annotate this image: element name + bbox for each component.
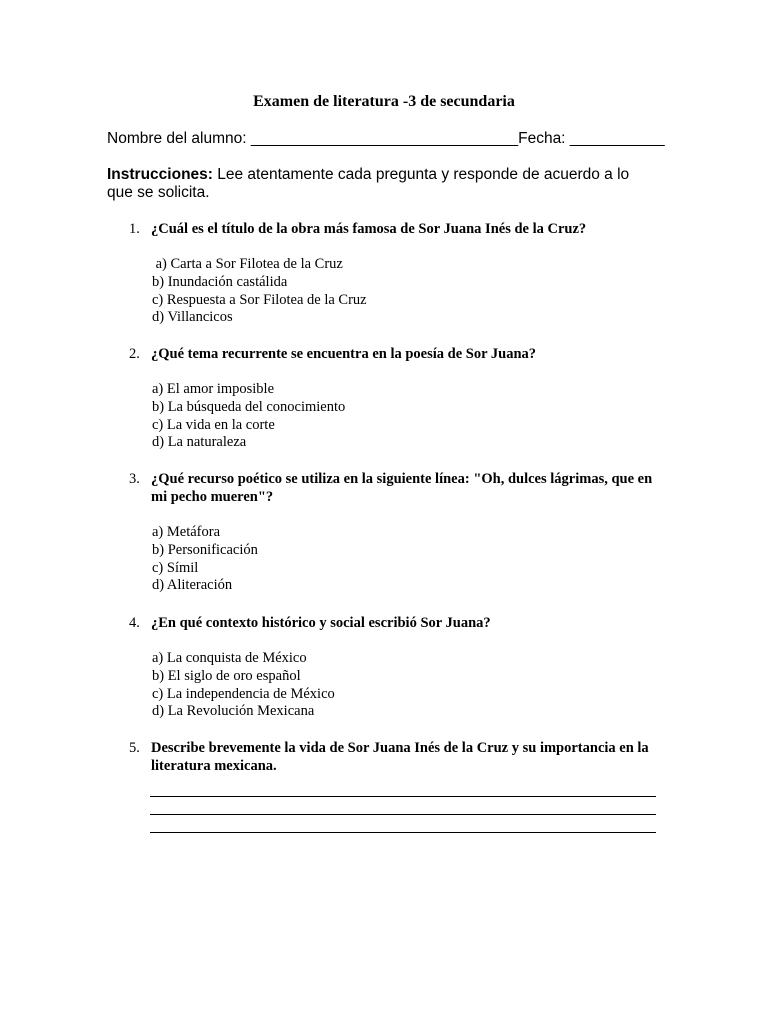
answer-area[interactable] (150, 796, 656, 850)
instructions-text: Lee atentamente cada pregunta y responde de acuerdo a lo que se solicita. (107, 166, 630, 201)
option-d: d) La naturaleza (152, 434, 247, 451)
question-1-options (152, 256, 367, 327)
option-a: a) Metáfora (152, 524, 221, 540)
instructions-label: Instrucciones: (107, 166, 213, 183)
option-b: b) El siglo de oro español (152, 667, 301, 684)
option-b: b) Inundación castálida (152, 273, 288, 290)
question-text: ¿Cuál es el título de la obra más famosa de Sor Juana Inés de la Cruz? (151, 221, 587, 237)
answer-line (150, 814, 656, 815)
option-c: c) Respuesta a Sor Filotea de la Cruz (152, 291, 367, 308)
question-number: 4. (129, 615, 140, 631)
question-text: ¿En qué contexto histórico y social escribió Sor Juana? (151, 615, 491, 631)
question-number: 1. (129, 221, 140, 237)
option-d: d) Aliteración (152, 577, 233, 594)
answer-line (150, 796, 656, 797)
question-3-options (152, 524, 258, 595)
option-a: a) El amor imposible (152, 381, 275, 397)
instructions (107, 166, 652, 202)
option-a: a) Carta a Sor Filotea de la Cruz (152, 256, 343, 272)
question-text: ¿Qué recurso poético se utiliza en la siguiente línea: "Oh, dulces lágrimas, que en mi pecho mueren"? (151, 471, 653, 505)
option-a: a) La conquista de México (152, 650, 307, 666)
option-c: c) Símil (152, 559, 199, 576)
student-name-date-line: Nombre del alumno: _______________________________Fecha: ___________ (107, 130, 665, 147)
option-b: b) La búsqueda del conocimiento (152, 398, 346, 415)
answer-line (150, 832, 656, 833)
question-number: 2. (129, 346, 140, 362)
question-number: 5. (129, 740, 140, 756)
question-2-options (152, 381, 345, 452)
question-number: 3. (129, 471, 140, 487)
option-c: c) La independencia de México (152, 685, 335, 702)
option-d: d) La Revolución Mexicana (152, 703, 315, 720)
question-text: ¿Qué tema recurrente se encuentra en la poesía de Sor Juana? (151, 346, 537, 362)
option-d: d) Villancicos (152, 309, 233, 326)
option-b: b) Personificación (152, 541, 258, 558)
option-c: c) La vida en la corte (152, 416, 275, 433)
question-text: Describe brevemente la vida de Sor Juana Inés de la Cruz y su importancia en la literatura mexicana. (151, 740, 649, 774)
exam-title: Examen de literatura -3 de secundaria (253, 93, 515, 110)
question-4-options (152, 650, 335, 721)
